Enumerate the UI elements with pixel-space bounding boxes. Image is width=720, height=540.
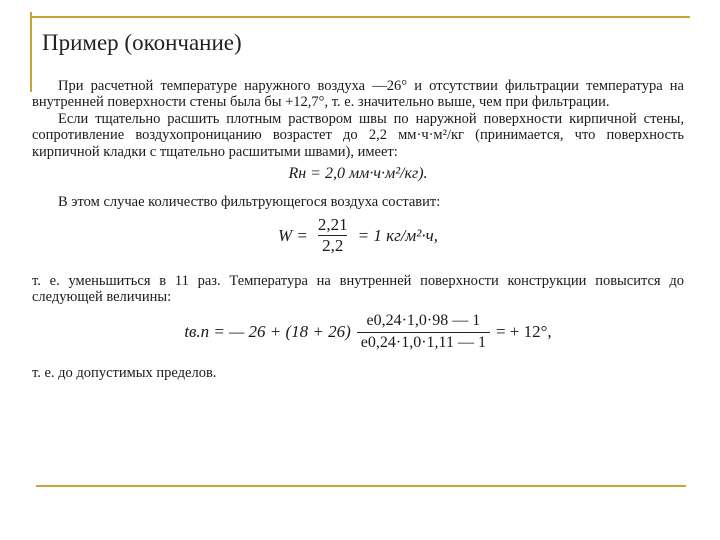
formula-temperature-denominator: e0,24·1,0·1,11 — 1 bbox=[357, 332, 490, 351]
paragraph-1 bbox=[32, 78, 684, 111]
formula-air-flow-denominator: 2,2 bbox=[318, 235, 347, 254]
formula-air-flow bbox=[32, 214, 684, 256]
formula-temperature-numerator: e0,24·1,0·98 — 1 bbox=[366, 312, 481, 330]
formula-air-flow-numerator: 2,21 bbox=[317, 214, 348, 234]
formula-temperature-lhs: tв.п = — 26 + (18 + 26) bbox=[184, 322, 351, 342]
formula-resistance: Rн = 2,0 мм·ч·м²/кг). bbox=[288, 165, 428, 183]
paragraph-4 bbox=[32, 273, 684, 306]
scanned-text-block bbox=[32, 78, 684, 382]
bottom-accent-line bbox=[36, 485, 686, 487]
paragraph-5 bbox=[32, 365, 684, 381]
formula-temperature-fraction bbox=[357, 313, 490, 351]
formula-temperature-rhs: = + 12°, bbox=[495, 322, 552, 342]
title-accent-horizontal-line bbox=[30, 16, 690, 18]
formula-air-flow-lhs: W = bbox=[278, 225, 308, 245]
formula-air-flow-fraction bbox=[314, 214, 352, 256]
formula-air-flow-rhs: = 1 кг/м²·ч, bbox=[357, 225, 438, 245]
paragraph-3 bbox=[32, 194, 684, 210]
formula-surface-temperature bbox=[52, 313, 684, 351]
paragraph-2 bbox=[32, 111, 684, 160]
paragraph-1-text: При расчетной температуре наружного воздуха —26° и отсутствии фильтрации температура на внутренней поверхности стены была бы +12,7°, т. е. значительно выше, чем при фильтрации. bbox=[32, 78, 684, 111]
paragraph-2-text: Если тщательно расшить плотным раствором швы по наружной поверхности кирпичной стены, сопротивление воздухопроницанию возрастет до 2,2 мм·ч·м²/кг (принимается, что поверхность кирпичной кладки с тщательно расшитыми швами), имеет: bbox=[32, 110, 684, 160]
slide-title: Пример (окончание) bbox=[42, 30, 242, 55]
paragraph-4-text: т. е. уменьшиться в 11 раз. Температура на внутренней поверхности конструкции повысится до следующей величины: bbox=[32, 272, 684, 306]
paragraph-5-text: т. е. до допустимых пределов. bbox=[32, 365, 217, 382]
paragraph-3-text: В этом случае количество фильтрующегося воздуха составит: bbox=[58, 194, 441, 211]
